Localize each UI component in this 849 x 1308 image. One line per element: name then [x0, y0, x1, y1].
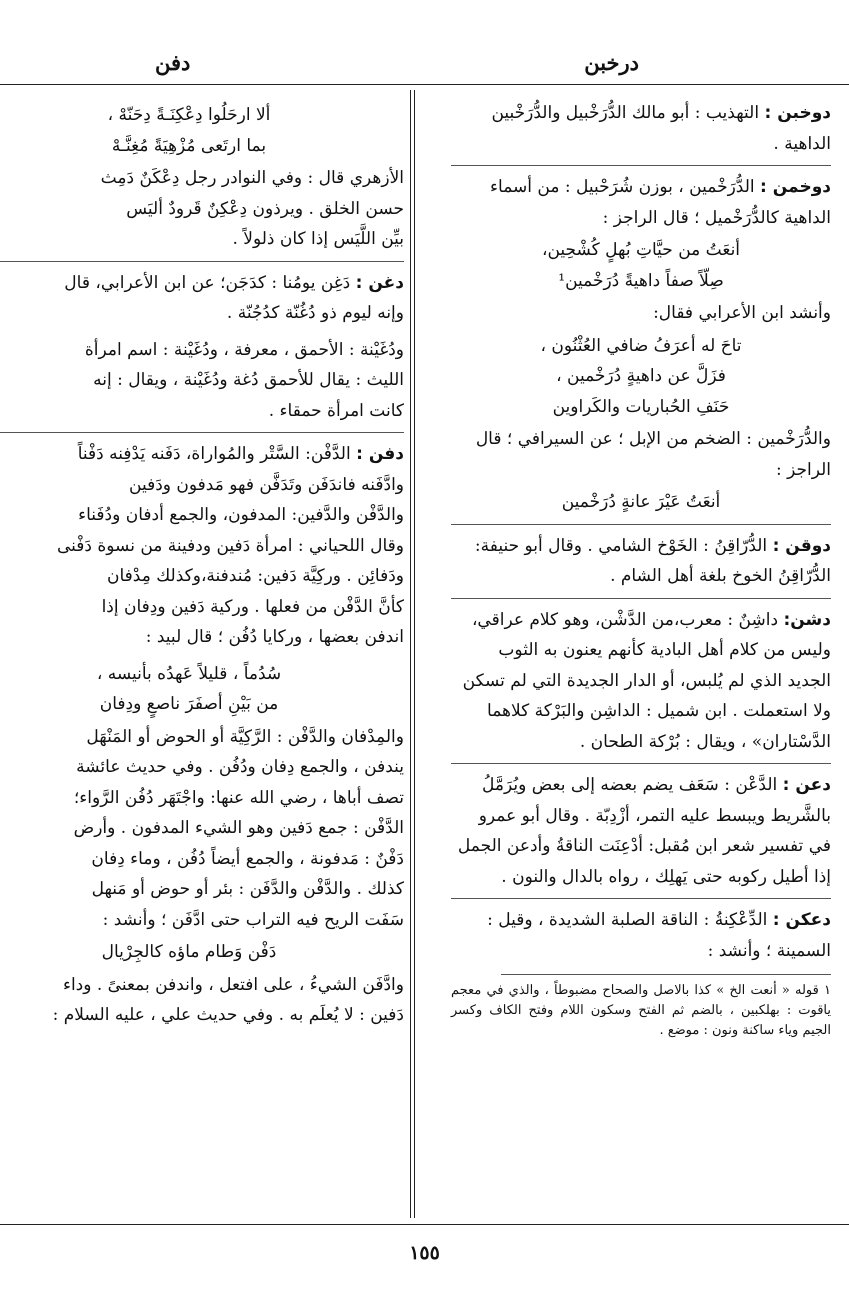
left-column: [0, 98, 404, 1031]
entry-text: كانت امرأة حمقاء .: [268, 400, 404, 421]
entry-separator: [451, 165, 831, 166]
entry-text: يندفن ، والجمع دِفان ودُفُن . وفي حديث عائشة: [76, 757, 404, 777]
verse: [0, 937, 404, 968]
right-column: [451, 98, 831, 1041]
entry-text: وإنه ليوم ذو دُغُنّة كدُجُنّة .: [226, 303, 404, 323]
entry-text: الدَّعْن : سَعَف يضم بعضه إلى بعض ويُرَمَّلُ: [482, 775, 778, 795]
entry-daan: [451, 770, 831, 892]
entry-separator: [0, 432, 404, 433]
entry-text: السمينة ؛ وأنشد :: [707, 940, 831, 961]
entry-text: بيِّن اللَّيَس إذا كان ذلولاً .: [232, 229, 404, 249]
entry-text: بالشَّريط ويبسط عليه التمر، أزْدِبّة . وقال أبو عمرو: [478, 805, 831, 826]
entry-text: اندفن بعضها ، وركايا دُفُن ؛ قال لبيد :: [145, 627, 404, 647]
entry-text: الراجز :: [775, 459, 831, 480]
entry-text: سَفَت الريح فيه التراب حتى ادَّفَن ؛ وأنشد :: [102, 909, 404, 930]
verse: [0, 659, 404, 720]
entry-text: وليس من كلام أهل البادية كأنهم يعنون به الثوب: [498, 640, 831, 660]
entry-text: الدِّعْكِنةُ : الناقة الصلبة الشديدة ، وقيل :: [487, 910, 768, 930]
verse-line: ألا ارحَلُوا دِعْكِنَـةً دِحَنّهْ ،: [107, 105, 271, 125]
verse-line: من بَيْنِ أصفَرَ ناصعٍ ودِفان: [99, 694, 279, 714]
entry-text: وأنشد ابن الأعرابي فقال:: [653, 303, 831, 323]
running-head-right: درخبن: [584, 50, 639, 75]
entry-text: الأزهري قال : وفي النوادر رجل دِعْكَنٌ دَمِث: [100, 168, 404, 188]
verse-line: أنعَتُ من حيَّاتِ بُهلٍ كُشْحِين،: [541, 240, 741, 260]
verse: [451, 487, 831, 518]
entry-text: الدَّسْتاران» ، ويقال : بُرْكة الطحان .: [579, 731, 831, 752]
entry-text: الداهية .: [773, 133, 831, 154]
verse-line: فزَلَّ عن داهيةٍ دُرَخْمين ،: [556, 366, 726, 386]
verse-line: صِلّاً صفاً داهيةً دُرَخْمين¹: [558, 270, 724, 291]
entry-text: الدَّفْن: السَّتْر والمُواراة، دَفَنه يَدْفِنه دَفْناً: [77, 444, 351, 464]
left-column-clip: [0, 98, 404, 1218]
entry-dashn: [451, 605, 831, 758]
entry-dafn: [0, 439, 404, 653]
entry-daakan: [451, 905, 831, 966]
entry-text: كذلك . والدَّفْن والدَّفَن : بئر أو حوض أو مَنهل: [91, 879, 404, 899]
footnote: ١ قوله « أنعت الخ » كذا بالاصل والصحاح مضبوطاً ، والذي في معجم ياقوت : بهلكبين ، بالضم ثم الفتح وسكون اللام وفتح الكاف وكسر الجيم وياء ساكنة ونون : موضع .: [451, 983, 831, 1038]
entry-text: حسن الخلق . ويرذون دِعْكِنٌ قَرودٌ أليَس: [126, 198, 404, 219]
entry-separator: [451, 898, 831, 899]
verse-line: سُدُماً ، قليلاً عَهدُه بأنيسه ،: [96, 663, 282, 684]
entry-text: الجديد الذي لم يُلبس، أو الدار الجديدة التي لم تسكن: [462, 670, 831, 691]
entry-text: والدَّفْن والدَّفين: المدفون، والجمع أدفان ودُفَناء: [78, 505, 404, 525]
entry-text: التهذيب : أبو مالك الدُّرَخْبيل والدُّرَخْبين: [491, 103, 760, 123]
verse-line: حَنَفِ الحُباريات والكَراوين: [552, 396, 730, 417]
entry-text: ودُغَيْنة : الأحمق ، معرفة ، ودُغَيْنة : اسم امرأة: [84, 339, 404, 360]
verse-line: أنعَتُ عَيْرَ عانةٍ دُرَخْمين: [561, 492, 721, 512]
entry-text: الدُّرَخْمين ، بوزن شُرَحْبيل : من أسماء: [490, 177, 755, 197]
entry-daghn: [0, 268, 404, 329]
entry-text: وقال اللحياني : امرأة دَفين ودفينة من نسوة دَفْنى: [56, 535, 404, 556]
headword: دعكن :: [772, 910, 831, 930]
entry-text: الدُّرّاقِنُ : الخَوْخ الشامي . وقال أبو حنيفة:: [474, 535, 768, 556]
entry-text: ولا استعملت . ابن شميل : الداشِن والبَرْكة كلاهما: [487, 701, 831, 721]
header-rule: [0, 84, 849, 85]
entry-text: الدُّرّاقِنُ الخوخ بلغة أهل الشام .: [610, 566, 831, 586]
entry-text: الليث : يقال للأحمق دُغة ودُغَيْنة ، ويقال : إنه: [93, 370, 404, 390]
headword: دغن :: [355, 272, 404, 293]
entry-text: الداهية كالدُّرَخْميل ؛ قال الراجز :: [602, 207, 831, 228]
entry-text: دَغِن يومُنا : كدَجَن؛ عن ابن الأعرابي، قال: [64, 272, 351, 293]
entry-text: ودَفائِن . وركِيَّة دَفين: مُندفنة،وكذلك مِدْفان: [106, 566, 404, 586]
entry-text: وادَّفَن الشيءُ ، على افتعل ، واندفن بمعنىً . وداء: [62, 974, 404, 995]
entry-durkhumn: [451, 172, 831, 518]
entry-text: دَفين : لا يُعلَم به . وفي حديث علي ، عليه السلام :: [52, 1005, 404, 1025]
entry-separator: [451, 524, 831, 525]
entry-separator: [0, 261, 404, 262]
entry-separator: [451, 763, 831, 764]
headword: دوخمن :: [760, 177, 831, 197]
footnote-rule: [501, 974, 831, 975]
entry-text: إذا أطيل ركوبه حتى يَهلِك ، رواه بالدال والنون .: [501, 866, 831, 887]
running-head-left: دفن: [155, 50, 191, 75]
verse: [451, 331, 831, 423]
headword: دوقن :: [772, 535, 831, 556]
verse-line: دَفْن وَطام ماؤه كالجِرْيال: [101, 942, 277, 962]
entry-text: والمِدْفان والدَّفْن : الرَّكِيَّة أو الحوض أو المَنْهَل: [86, 726, 404, 747]
entry-text: وادَّفَنه فاندَفَن وتَدَفَّن فهو مَدفون ودَفين: [129, 474, 404, 495]
entry-text: الدَّفْن : جمع دَفين وهو الشيء المدفون . وأرض: [73, 818, 404, 838]
entry-durkhubn: [451, 98, 831, 159]
verse-line: بما ارتَعى مُزْهِيَةً مُغِنَّـهْ: [111, 135, 267, 156]
column-divider: [410, 90, 415, 1218]
entry-separator: [451, 598, 831, 599]
entry-text: دَفْنٌ : مَدفونة ، والجمع أيضاً دُفُن ، وماء دِفان: [91, 848, 404, 869]
verse: [451, 235, 831, 296]
entry-text: داشِنٌ : معرب،من الدَّشْن، وهو كلام عراقي،: [471, 609, 779, 630]
page-number: ١٥٥: [409, 1242, 440, 1264]
entry-text: كأنَّ الدَّفْن من فعلها . وركية دَفين ودِفان إذا: [101, 596, 404, 617]
verse: [0, 100, 404, 161]
headword: دفن :: [356, 444, 404, 464]
entry-text: في تفسير شعر ابن مُقبل: أدْعِنَت الناقةُ وأدعن الجمل: [457, 836, 831, 856]
entry-text: والدُّرَخْمين : الضخم من الإبل ؛ عن السيرافي ؛ قال: [475, 429, 831, 449]
verse-line: تاحَ له أعرَفُ ضافي العُثْنُون ،: [540, 335, 742, 356]
headword: دعن :: [782, 775, 831, 795]
headword: دوخبن :: [764, 103, 831, 123]
footer-rule: [0, 1224, 849, 1225]
entry-durraqin: [451, 531, 831, 592]
headword: دشن:: [783, 609, 831, 630]
entry-text: تصف أباها ، رضي الله عنها: واجْتَهَر دُفُن الرَّواء؛: [73, 787, 404, 808]
